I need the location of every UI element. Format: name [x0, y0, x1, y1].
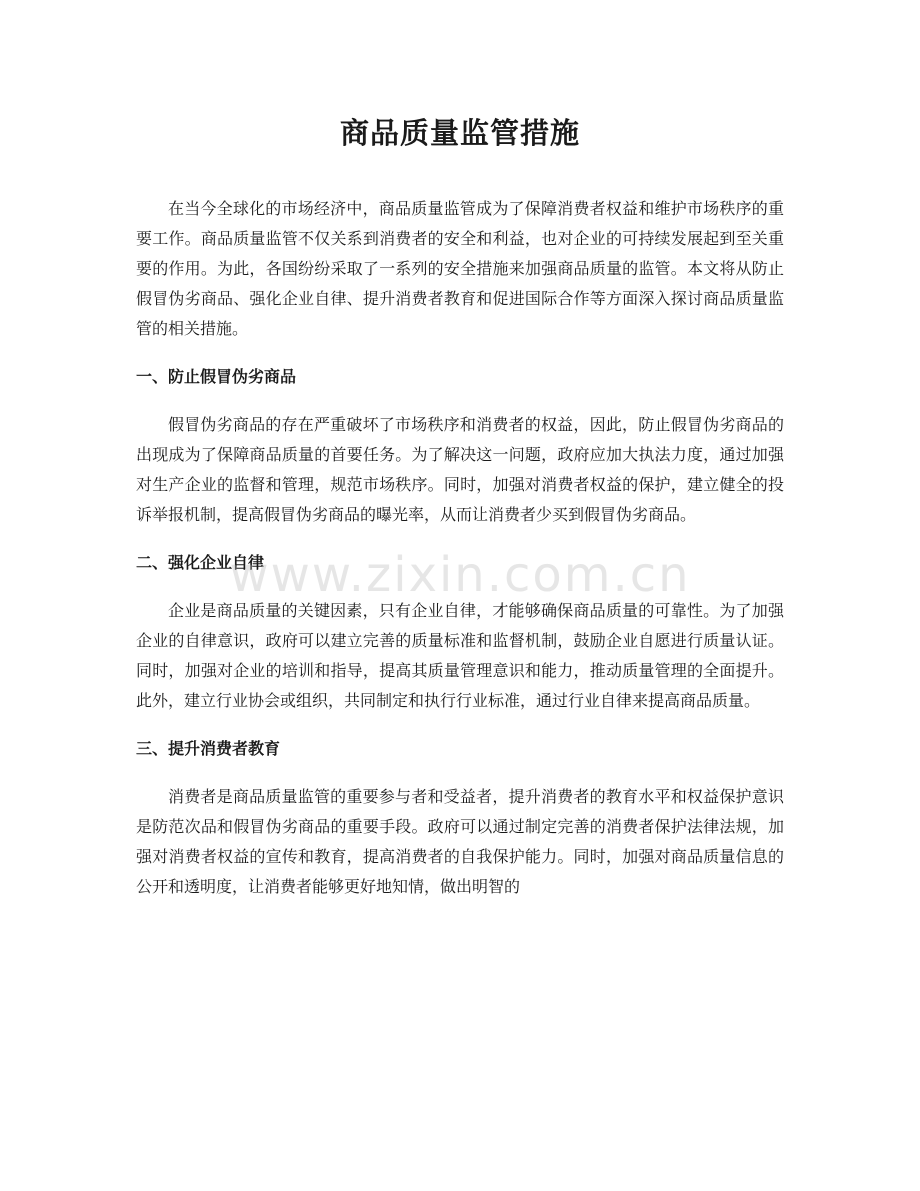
intro-paragraph: 在当今全球化的市场经济中，商品质量监管成为了保障消费者权益和维护市场秩序的重要工作。商品质量监管不仅关系到消费者的安全和利益，也对企业的可持续发展起到至关重要的作用。为此，各国纷纷采取了一系列的安全措施来加强商品质量的监管。本文将从防止假冒伪劣商品、强化企业自律、提升消费者教育和促进国际合作等方面深入探讨商品质量监管的相关措施。: [136, 199, 784, 338]
section-body-1: 假冒伪劣商品的存在严重破坏了市场秩序和消费者的权益，因此，防止假冒伪劣商品的出现成为了保障商品质量的首要任务。为了解决这一问题，政府应加大执法力度，通过加强对生产企业的监督和管理，规范市场秩序。同时，加强对消费者权益的保护，建立健全的投诉举报机制，提高假冒伪劣商品的曝光率，从而让消费者少买到假冒伪劣商品。: [136, 415, 784, 524]
watermark: www.zixin.com.cn: [229, 547, 691, 603]
section-body-2: 企业是商品质量的关键因素，只有企业自律，才能够确保商品质量的可靠性。为了加强企业的自律意识，政府可以建立完善的质量标准和监督机制，鼓励企业自愿进行质量认证。同时，加强对企业的培训和指导，提高其质量管理意识和能力，推动质量管理的全面提升。此外，建立行业协会或组织，共同制定和执行行业标准，通过行业自律来提高商品质量。: [136, 601, 784, 710]
section-heading-2: 二、强化企业自律: [136, 553, 265, 572]
document-title: 商品质量监管措施: [339, 116, 580, 150]
section-heading-3: 三、提升消费者教育: [136, 739, 281, 758]
section-body-3: 消费者是商品质量监管的重要参与者和受益者，提升消费者的教育水平和权益保护意识是防范次品和假冒伪劣商品的重要手段。政府可以通过制定完善的消费者保护法律法规，加强对消费者权益的宣传和教育，提高消费者的自我保护能力。同时，加强对商品质量信息的公开和透明度，让消费者能够更好地知情，做出明智的: [136, 787, 784, 896]
section-heading-1: 一、防止假冒伪劣商品: [136, 367, 297, 386]
